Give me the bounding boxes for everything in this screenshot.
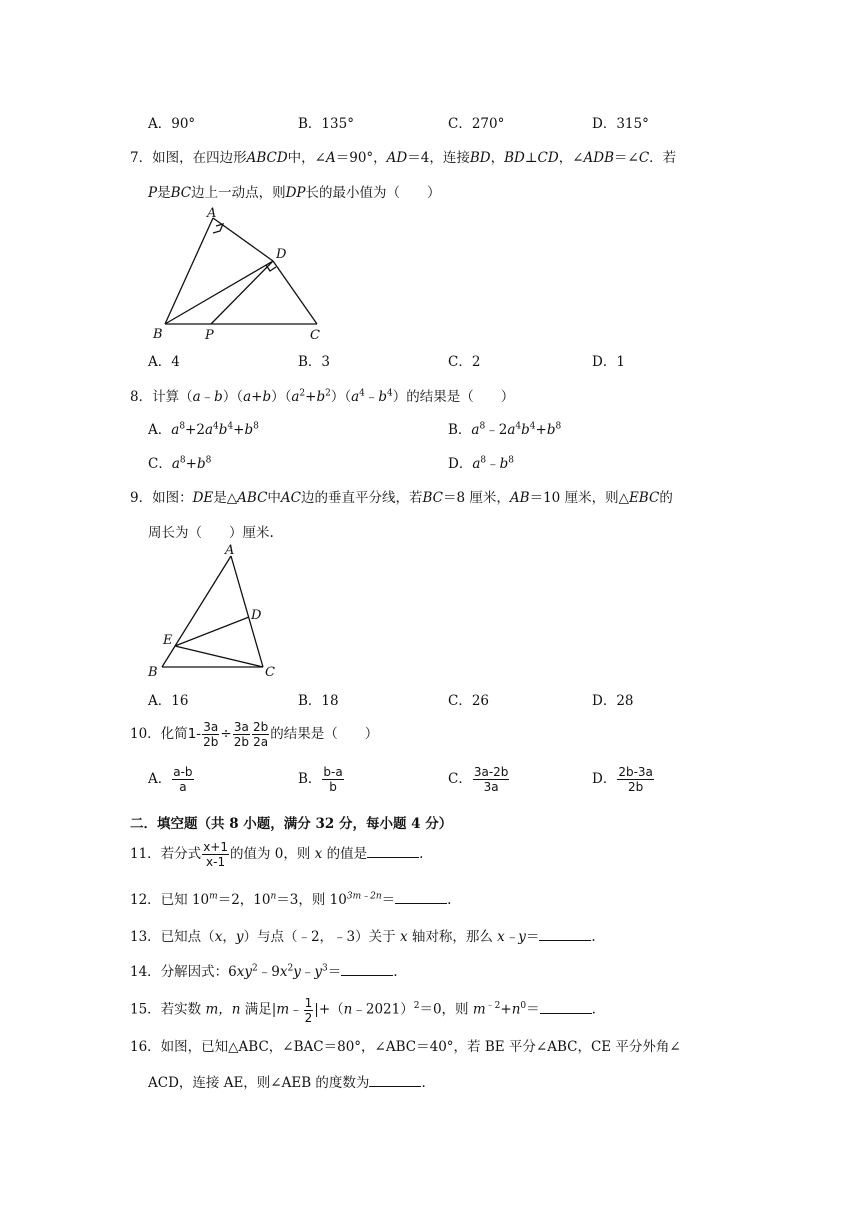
- question-16-line1: 16．如图，已知△ABC，∠BAC＝80°，∠ABC＝40°，若 BE 平分∠ABC，CE 平分外角∠: [130, 1039, 681, 1055]
- q8-option-c: C．$a^8+b^8$: [148, 455, 212, 472]
- question-8: 8．计算$(a﹣b)(a+b)(a^2+b^2)(a^4﹣b^4)$的结果是（ ）: [130, 388, 515, 405]
- question-9-line1: 9．如图：DE是△ABC中AC边的垂直平分线，若BC＝8 厘米，AB＝10 厘米，则△EBC的: [130, 490, 673, 506]
- q8-option-d: D．$a^8﹣b^8$: [448, 455, 515, 472]
- option-d: D．28: [592, 693, 634, 709]
- option-c: C．2: [448, 354, 481, 370]
- option-a: A．16: [148, 693, 189, 709]
- label-p: P: [205, 328, 214, 343]
- question-11: 11．若分式 $\frac{x+1}{x-1}$ 的值为 0，则 x 的值是 .: [130, 840, 424, 869]
- label-b: B: [148, 665, 158, 680]
- q9-figure: [145, 540, 285, 680]
- q7-figure: [145, 205, 335, 345]
- option-d: D． $\frac{2b-3a}{2b}$: [592, 765, 653, 794]
- option-c: C． $\frac{3a-2b}{3a}$: [448, 765, 509, 794]
- edge-dc: [273, 261, 317, 324]
- option-d: D．1: [592, 354, 625, 370]
- label-d: D: [251, 608, 262, 623]
- label-a: A: [225, 543, 235, 558]
- edge-ab: [162, 556, 231, 667]
- option-c: C．270°: [448, 116, 505, 132]
- question-7-line1: 7．如图，在四边形ABCD中，∠A＝90°，AD＝4，连接BD，BD⊥CD，∠ADB＝∠C．若: [130, 150, 677, 166]
- option-c: C．26: [448, 693, 490, 709]
- question-16-line2: ACD，连接 AE，则∠AEB 的度数为 .: [148, 1075, 426, 1091]
- label-c: C: [310, 328, 320, 343]
- answer-blank[interactable]: [395, 890, 447, 904]
- option-d: D．315°: [592, 116, 649, 132]
- option-b: B．18: [298, 693, 339, 709]
- question-12: 12．已知 $10^m=2$，$10^n=3$，则 $10^{3m﹣2n}=$ .: [130, 891, 452, 908]
- answer-blank[interactable]: [341, 962, 393, 976]
- answer-blank[interactable]: [369, 1073, 421, 1087]
- question-7-line2: P是BC边上一动点，则DP长的最小值为（ ）: [148, 185, 441, 201]
- edge-ab: [165, 218, 213, 324]
- label-a: A: [207, 206, 217, 221]
- label-c: C: [265, 665, 275, 680]
- label-e: E: [163, 633, 173, 648]
- right-angle-a: [213, 224, 223, 233]
- fraction: $\frac{3a}{2b}$: [203, 720, 219, 749]
- answer-blank[interactable]: [367, 844, 419, 858]
- answer-blank[interactable]: [539, 927, 591, 941]
- q8-option-a: A．$a^8+2a^4b^4+b^8$: [148, 421, 259, 438]
- label-b: B: [153, 327, 163, 342]
- label-d: D: [276, 247, 287, 262]
- question-10: 10．化简1- $\frac{3a}{2b}$ ÷ $\frac{3a}{2b}$ $\frac{2b}{2a}$ 的结果是（ ）: [130, 720, 379, 749]
- fraction: $\frac{2b}{2a}$: [253, 720, 269, 749]
- option-a: A．90°: [148, 116, 196, 132]
- question-9-line2: 周长为（ ）厘米.: [148, 525, 274, 541]
- answer-blank[interactable]: [540, 1000, 592, 1014]
- q8-option-b: B．$a^8﹣2a^4b^4+b^8$: [448, 421, 562, 438]
- section-title: 二．填空题（共 8 小题，满分 32 分，每小题 4 分）: [130, 816, 453, 832]
- option-b: B． $\frac{b-a}{b}$: [298, 765, 343, 794]
- option-a: A．4: [148, 354, 180, 370]
- option-b: B．135°: [298, 116, 354, 132]
- question-15: 15．若实数 m，n 满足|m﹣ $\frac{1}{2}$ |+（n﹣2021）$^2$＝0，则 $m^{﹣2}+n^0=$ .: [130, 995, 596, 1025]
- segment-ed: [175, 617, 249, 646]
- segment-dp: [211, 261, 273, 324]
- edge-bd: [165, 261, 273, 324]
- question-14: 14．分解因式：$6xy^2﹣9x^2y﹣y^3=$ .: [130, 963, 398, 980]
- segment-ec: [175, 646, 263, 667]
- option-a: A． $\frac{a-b}{a}$: [148, 765, 193, 794]
- question-13: 13．已知点（x，y）与点（﹣2，﹣3）关于 x 轴对称，那么 x﹣y＝ .: [130, 929, 596, 945]
- fraction: $\frac{3a}{2b}$: [233, 720, 249, 749]
- option-b: B．3: [298, 354, 331, 370]
